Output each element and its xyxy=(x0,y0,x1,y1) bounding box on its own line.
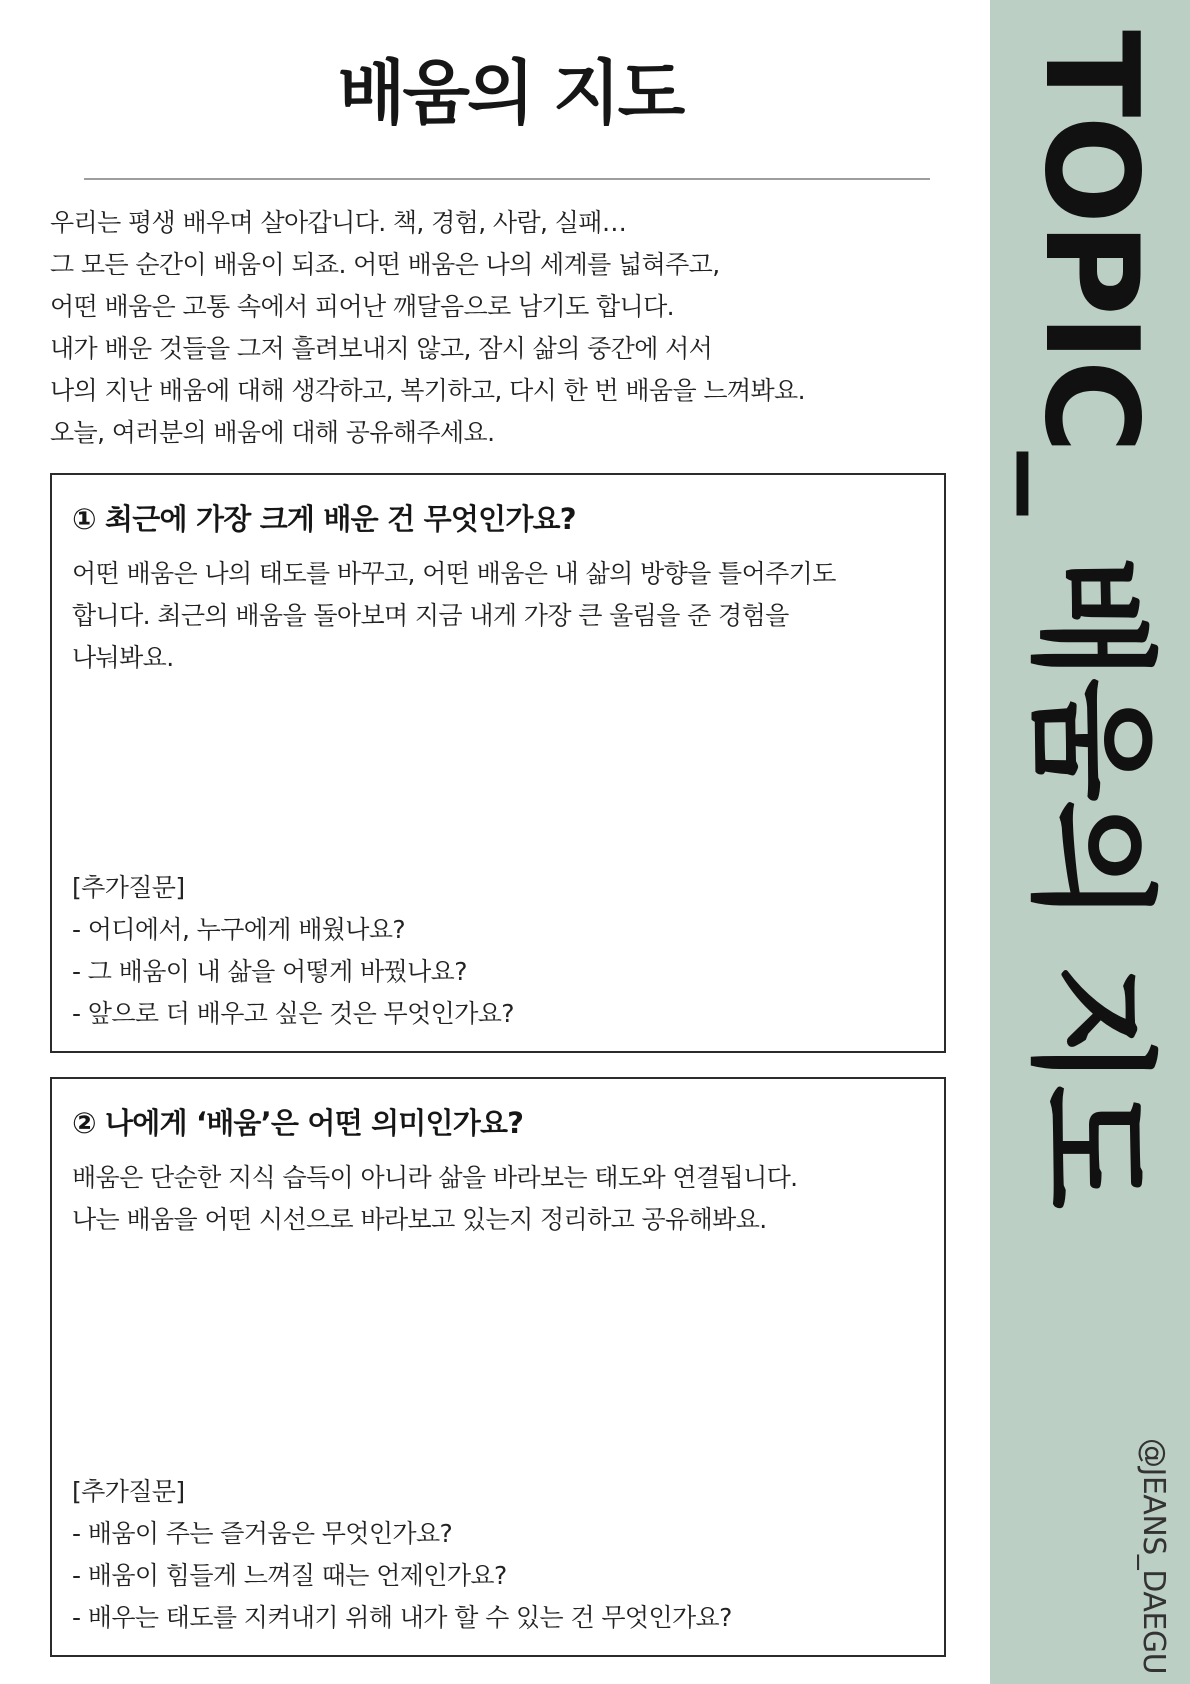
question-heading: ② 나에게 ‘배움’은 어떤 의미인가요? xyxy=(72,1106,524,1140)
question-card-1 xyxy=(50,473,946,1053)
title-divider xyxy=(84,178,930,180)
description-line: 나는 배움을 어떤 시선으로 바라보고 있는지 정리하고 공유해봐요. xyxy=(72,1205,767,1234)
followup-title: [추가질문] xyxy=(72,1477,185,1506)
description-line: 어떤 배움은 나의 태도를 바꾸고, 어떤 배움은 내 삶의 방향을 틀어주기도 xyxy=(72,559,836,588)
followup-item: - 배움이 주는 즐거움은 무엇인가요? xyxy=(72,1519,453,1548)
followup-item: - 어디에서, 누구에게 배웠나요? xyxy=(72,915,406,944)
followup-item: - 배우는 태도를 지켜내기 위해 내가 할 수 있는 건 무엇인가요? xyxy=(72,1603,732,1632)
intro-line: 오늘, 여러분의 배움에 대해 공유해주세요. xyxy=(50,418,495,447)
question-description xyxy=(72,1157,932,1241)
sidebar-handle: @JEANS_DAEGU xyxy=(1136,1438,1171,1675)
description-line: 나눠봐요. xyxy=(72,643,174,672)
sidebar-topic-title: TOPIC_ 배움의 지도 xyxy=(1016,30,1165,1207)
intro-line: 내가 배운 것들을 그저 흘려보내지 않고, 잠시 삶의 중간에 서서 xyxy=(50,334,713,363)
question-description xyxy=(72,553,932,679)
intro-paragraph xyxy=(50,202,950,454)
intro-line: 어떤 배움은 고통 속에서 피어난 깨달음으로 남기도 합니다. xyxy=(50,292,674,321)
followup-questions xyxy=(72,867,932,1035)
intro-line: 나의 지난 배움에 대해 생각하고, 복기하고, 다시 한 번 배움을 느껴봐요. xyxy=(50,376,805,405)
followup-title: [추가질문] xyxy=(72,873,185,902)
followup-item: - 배움이 힘들게 느껴질 때는 언제인가요? xyxy=(72,1561,507,1590)
question-card-2 xyxy=(50,1077,946,1657)
intro-line: 우리는 평생 배우며 살아갑니다. 책, 경험, 사람, 실패… xyxy=(50,208,627,237)
intro-line: 그 모든 순간이 배움이 되죠. 어떤 배움은 나의 세계를 넓혀주고, xyxy=(50,250,720,279)
followup-item: - 앞으로 더 배우고 싶은 것은 무엇인가요? xyxy=(72,999,514,1028)
description-line: 합니다. 최근의 배움을 돌아보며 지금 내게 가장 큰 울림을 준 경험을 xyxy=(72,601,789,630)
page-title: 배움의 지도 xyxy=(337,52,683,134)
description-line: 배움은 단순한 지식 습득이 아니라 삶을 바라보는 태도와 연결됩니다. xyxy=(72,1163,798,1192)
followup-questions xyxy=(72,1471,932,1639)
question-heading: ① 최근에 가장 크게 배운 건 무엇인가요? xyxy=(72,502,576,536)
followup-item: - 그 배움이 내 삶을 어떻게 바꿨나요? xyxy=(72,957,467,986)
topic-sidebar xyxy=(990,0,1190,1684)
